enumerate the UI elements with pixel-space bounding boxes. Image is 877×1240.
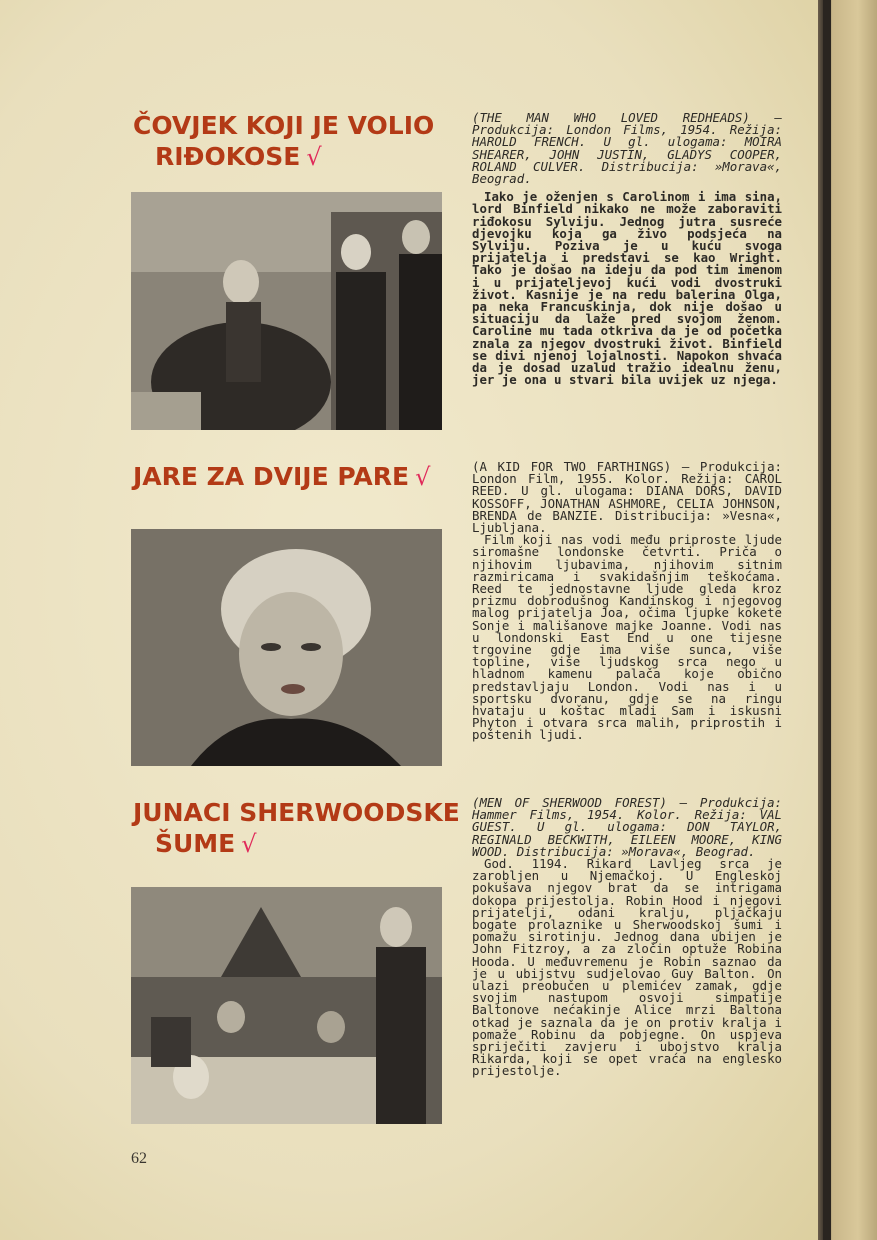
film-title-3	[133, 797, 460, 860]
film-title-1	[133, 110, 434, 173]
page-number: 62	[131, 1150, 147, 1167]
film-title-3-line2	[133, 828, 460, 860]
check-mark-icon: √	[306, 143, 322, 171]
page-gutter	[823, 0, 831, 1240]
film-synopsis-3: God. 1194. Rikard Lavljeg srca je zarobljen u Njemačkoj. U Engleskoj pokušava njegov brat da se intrigama dokopa prijestolja. Robin Hood i njegovi prijatelji, odani kralju, pljačkaju bogate prolaznike u Sherwoodskoj šumi i pomažu sirotinju. Jednog dana ubijen je John Fitzroy, a za zločin optuže Robina Hooda. U međuvremenu je Robin saznao da je u ubijstvu sudjelovao Guy Balton. On ulazi preobučen u plemićev zamak, gdje svojim nastupom osvoji simpatije Baltonove nećakinje Alice mrzi Baltona otkad je saznala da je on protiv kralja i pomaže Robinu da pobjegne. On uspjeva spriječiti zavjeru i ubojstvo kralja Rikarda, koji se opet vraća na englesko prijestolje.	[472, 856, 782, 1079]
film-still-photo-2	[131, 529, 442, 766]
film-title-3-line1: JUNACI SHERWOODSKE	[133, 798, 460, 827]
film-title-1-line1: ČOVJEK KOJI JE VOLIO	[133, 111, 435, 140]
film-still-image-1	[131, 192, 442, 430]
film-description-1	[472, 112, 782, 386]
film-title-2	[133, 461, 430, 493]
film-title-1-line2	[133, 141, 434, 173]
film-credits-3	[472, 797, 782, 858]
film-credits-2: (A KID FOR TWO FARTHINGS) — Produkcija: London Film, 1955. Kolor. Režija: CAROL REED. U gl. ulogama: DIANA DORS, DAVID KOSSOFF, JONATHAN ASHMORE, CELIA JOHNSON, BRENDA de BANZIE. Distribucija: »Vesna«, Ljubljana.	[472, 459, 782, 536]
film-credits-1: (THE MAN WHO LOVED REDHEADS) — Produkcija: London Films, 1954. Režija: HAROLD FRENCH. U gl. ulogama: MOIRA SHEARER, JOHN JUSTIN, GLADYS COOPER, ROLAND CULVER. Distribucija: »Morava«, Beograd.	[472, 110, 782, 187]
film-still-photo-3	[131, 887, 442, 1124]
film-title-3-line2-text: ŠUME	[155, 829, 236, 858]
check-mark-icon: √	[415, 463, 431, 491]
film-credits-3-text: (MEN OF SHERWOOD FOREST) — Produkcija: Hammer Films, 1954. Kolor. Režija: VAL GUEST. U gl. ulogama: DON TAYLOR, REGINALD BECKWITH, EILEEN MOORE, KING WOOD. Distribucija: »Morava«, Beograd.	[472, 795, 782, 859]
film-still-image-2	[131, 529, 442, 766]
film-description-3	[472, 797, 782, 1078]
film-still-photo-1	[131, 192, 442, 430]
film-description-2	[472, 461, 782, 742]
film-title-2-line1: JARE ZA DVIJE PARE	[133, 462, 410, 491]
film-synopsis-1: Iako je oženjen s Carolinom i ima sina, lord Binfield nikako ne može zaboraviti riđokosu Sylviju. Jednog jutra susreće djevojku koja ga živo podsjeća na Sylviju. Poziva je u kuću svoga prijatelja i predstavi se kao Wright. Tako je došao na ideju da pod tim imenom i u prijateljevoj kući vodi dvostruki život. Kasnije je na redu balerina Olga, pa neka Francuskinja, dok nije došao u situaciju da laže pred svojom ženom. Caroline mu tada otkriva da je od početka znala za njegov dvostruki život. Binfield se divi njenoj lojalnosti. Napokon shvaća da je dosad uzalud tražio idealnu ženu, jer je ona u stvari bila uvijek uz njega.	[472, 189, 782, 388]
film-still-image-3	[131, 887, 442, 1124]
film-synopsis-2: Film koji nas vodi među priproste ljude siromašne londonske četvrti. Priča o njihovim ljubavima, njihovim sitnim razmiricama i svakidašnjim teškoćama. Reed te jednostavne ljude gleda kroz prizmu dobrodušnog Kandinskog i njegovog malog prijatelja Joa, očima ljupke kokete Sonje i mališanove majke Joanne. Vodi nas u londonski East End u one tijesne trgovine gdje ima više sunca, više topline, više ljudskog srca nego u hladnom kamenu palača koje obično predstavljaju London. Vodi nas i u sportsku dvoranu, gdje se na ringu hvataju u koštac mladi Sam i iskusni Phyton i otvara srca malih, priprostih i poštenih ljudi.	[472, 532, 782, 743]
film-title-1-line2-text: RIĐOKOSE	[155, 142, 301, 171]
check-mark-icon: √	[241, 830, 257, 858]
